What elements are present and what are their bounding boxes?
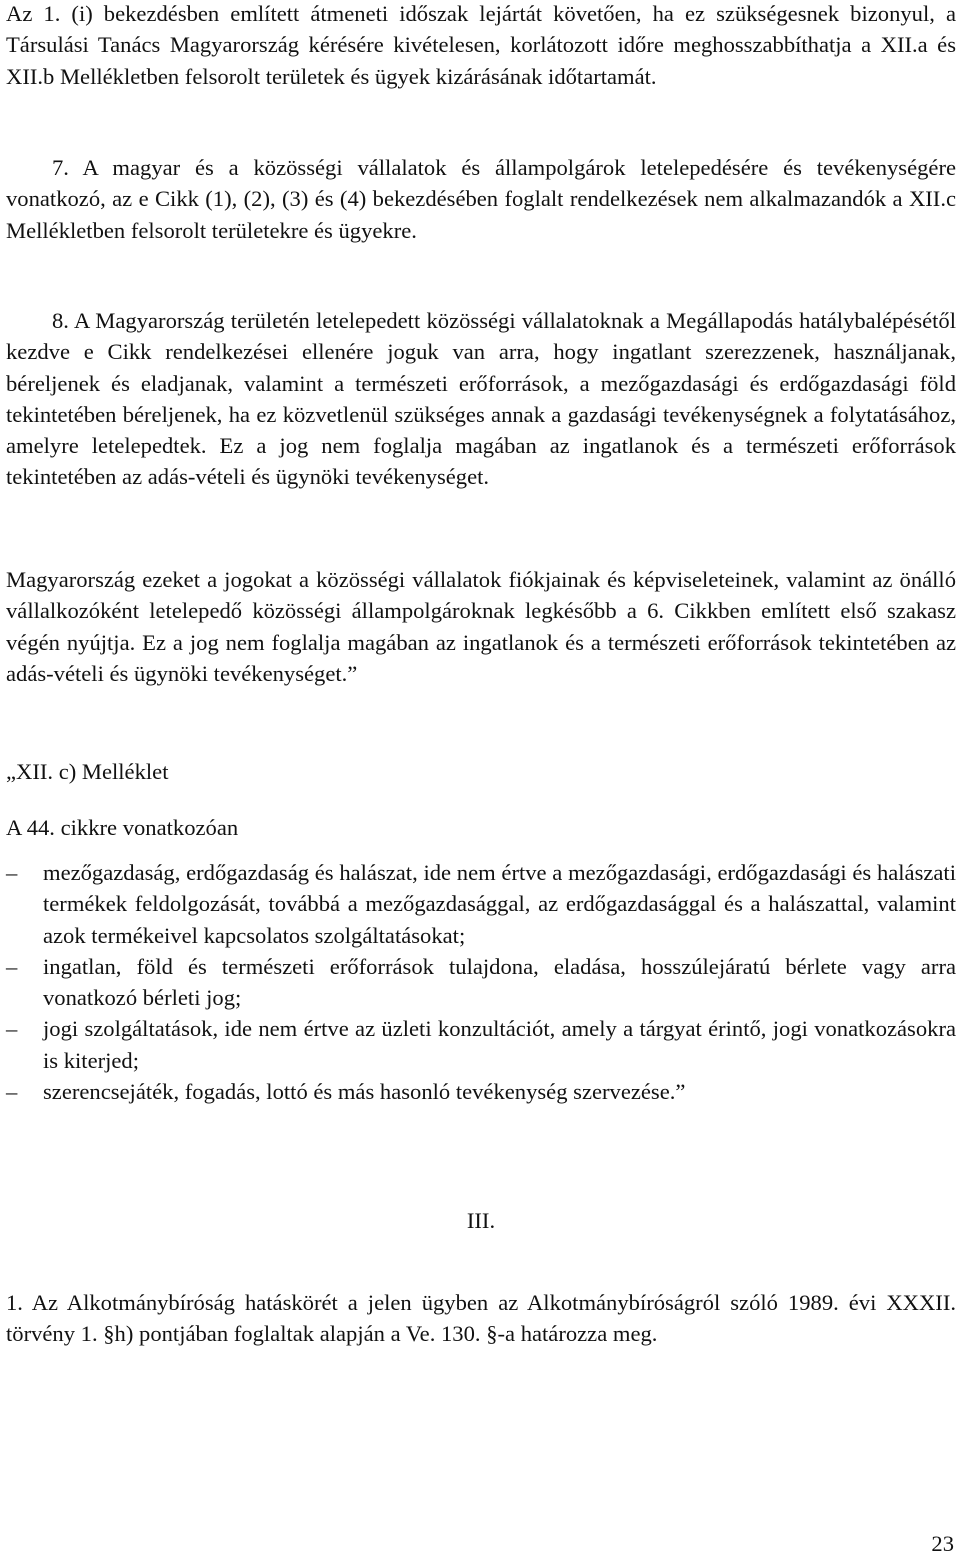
dash-marker: – [6,1016,18,1042]
paragraph-hungary-rights: Magyarország ezeket a jogokat a közösségi vállalatok fiókjainak és képviseleteinek, valamint az önálló vállalkozóként letelepedő közösségi állampolgároknak legkésőbb a 6. Cikkben említett első szakasz végén nyújtja. Ez a jog nem foglalja magában az ingatlanok és a természeti erőforrások tekintetében az adás-vételi és ügynöki tevékenységet.” [6,567,956,686]
section-heading-iii: III. [466,1208,496,1233]
list-item [6,951,956,1014]
dash-marker: – [6,953,18,979]
list-item [6,857,956,951]
dash-marker: – [6,860,18,885]
list-item [6,1013,956,1076]
list-item-text: jogi szolgáltatások, ide nem értve az üzleti konzultációt, amely a tárgyat érintő, jogi vonatkozásokra is kiterjed; [43,1016,956,1073]
list-item-text: mezőgazdaság, erdőgazdaság és halászat, ide nem értve a mezőgazdasági, erdőgazdasági és halászati termékek feldolgozását, továbbá a mezőgazdasággal, az erdőgazdasággal és a halászattal, valamint azok termékeivel kapcsolatos szolgáltatásokat; [43,860,956,948]
annex-subtitle: A 44. cikkre vonatkozóan [6,815,239,840]
list-item-text: ingatlan, föld és természeti erőforrások tulajdona, eladása, hosszúlejáratú bérlete vagy arra vonatkozó bérleti jog; [43,953,956,1011]
list-item-text: szerencsejáték, fogadás, lottó és más hasonló tevékenység szervezése.” [43,1079,686,1105]
paragraph-transition-period: Az 1. (i) bekezdésben említett átmeneti időszak lejártát követően, ha ez szükségesnek bizonyul, a Társulási Tanács Magyarország kérésére kivételesen, korlátozott időre meghosszabbíthatja a XII.a és XII.b Mellékletben felsorolt területek és ügyek kizárásának időtartamát. [6,1,956,89]
annex-title: „XII. c) Melléklet [6,759,169,784]
list-item [6,1076,956,1107]
dash-marker: – [6,1079,18,1105]
page-number: 23 [931,1531,954,1556]
annex-dash-list [6,857,956,1107]
paragraph-final: 1. Az Alkotmánybíróság hatáskörét a jelen ügyben az Alkotmánybíróságról szóló 1989. évi XXXII. törvény 1. §h) pontjában foglaltak alapján a Ve. 130. §-a határozza meg. [6,1290,956,1347]
paragraph-8: 8. A Magyarország területén letelepedett közösségi vállalatoknak a Megállapodás hatálybalépésétől kezdve e Cikk rendelkezései ellenére joguk van arra, hogy ingatlant szerezzenek, használjanak, béreljenek és eladjanak, valamint a természeti erőforrások, a mezőgazdasági és erdőgazdasági föld tekintetében béreljenek, ha ez közvetlenül szükséges annak a gazdasági tevékenységnek a folytatásához, amelyre letelepedtek. Ez a jog nem foglalja magában az ingatlanok és a természeti erőforrások tekintetében az adás-vételi és ügynöki tevékenységet. [6,308,956,490]
paragraph-7: 7. A magyar és a közösségi vállalatok és állampolgárok letelepedésére és tevékenységére vonatkozó, az e Cikk (1), (2), (3) és (4) bekezdésében foglalt rendelkezések nem alkalmazandók a XII.c Mellékletben felsorolt területekre és ügyekre. [6,155,956,243]
